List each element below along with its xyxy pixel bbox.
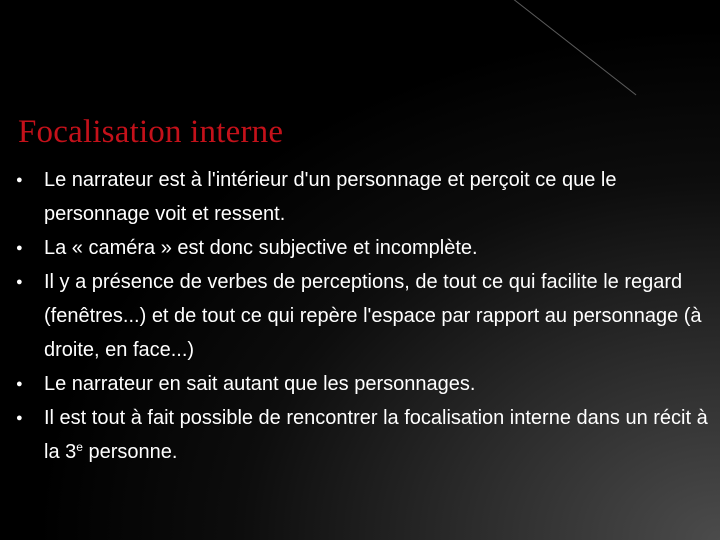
bullet-item bbox=[14, 401, 714, 469]
bullet-text-part: Il est tout à fait possible de rencontrer la focalisation interne dans un récit à la 3 bbox=[44, 407, 708, 463]
bullet-dot-icon: ● bbox=[16, 276, 23, 288]
bullet-dot-icon: ● bbox=[16, 412, 23, 424]
bullet-text bbox=[44, 407, 708, 463]
corner-decoration-line bbox=[510, 0, 637, 95]
bullet-text: La « caméra » est donc subjective et incomplète. bbox=[44, 237, 478, 259]
bullet-dot-icon: ● bbox=[16, 242, 23, 254]
ordinal-superscript: e bbox=[76, 440, 83, 454]
bullet-item bbox=[14, 367, 714, 401]
bullet-dot-icon: ● bbox=[16, 174, 23, 186]
bullet-text-part: personne. bbox=[82, 441, 178, 463]
bullet-text: Il y a présence de verbes de perceptions, de tout ce qui facilite le regard (fenêtres...) et de tout ce qui repère l'espace par rapport au personnage (à droite, en face...) bbox=[44, 271, 702, 361]
bullet-dot-icon: ● bbox=[16, 378, 23, 390]
bullet-item bbox=[14, 231, 714, 265]
slide-title: Focalisation interne bbox=[18, 114, 284, 150]
bullet-item bbox=[14, 265, 714, 367]
bullet-item bbox=[14, 163, 714, 231]
bullet-list bbox=[14, 163, 714, 469]
bullet-text: Le narrateur est à l'intérieur d'un personnage et perçoit ce que le personnage voit et ressent. bbox=[44, 169, 617, 225]
bullet-text: Le narrateur en sait autant que les personnages. bbox=[44, 373, 476, 395]
